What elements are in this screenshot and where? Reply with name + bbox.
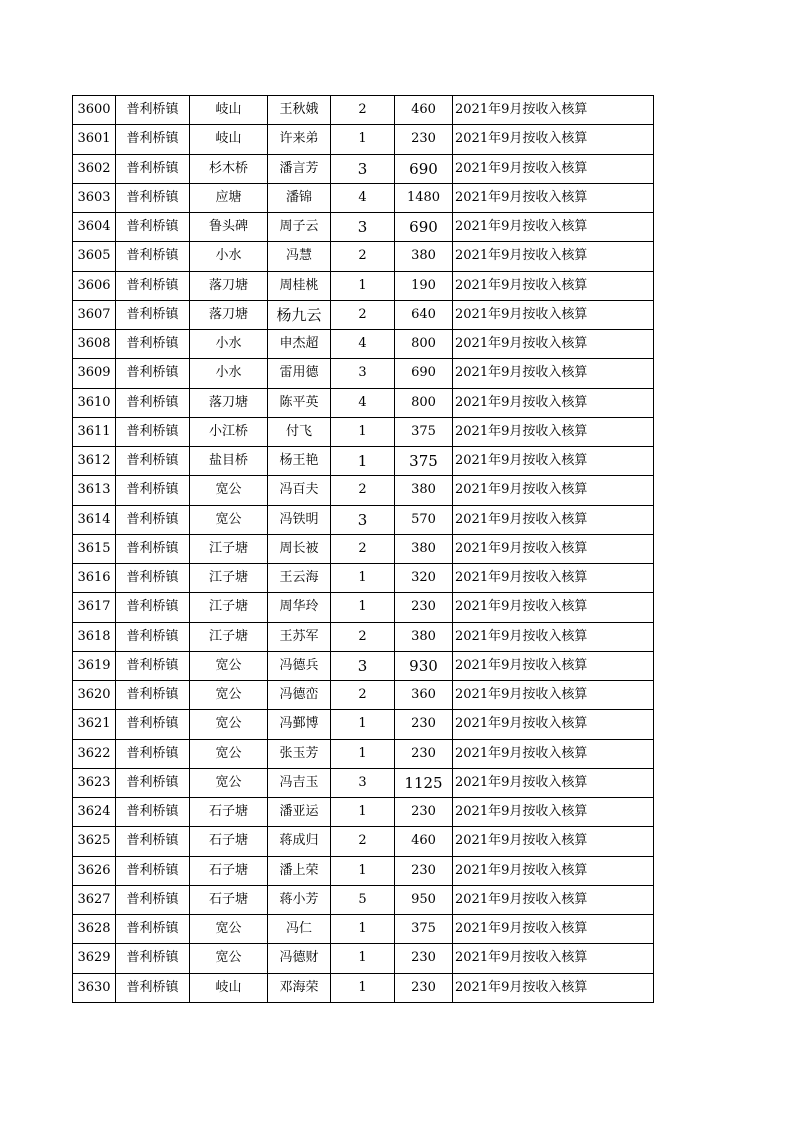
cell-amount: 230 [395, 973, 453, 1002]
cell-town: 普利桥镇 [116, 96, 190, 125]
cell-amount: 380 [395, 534, 453, 563]
cell-id: 3611 [73, 417, 116, 446]
cell-count: 3 [331, 768, 395, 797]
cell-remark: 2021年9月按收入核算 [453, 856, 654, 885]
table-row [73, 183, 654, 212]
cell-count: 3 [331, 505, 395, 534]
cell-amount: 375 [395, 447, 453, 476]
cell-remark: 2021年9月按收入核算 [453, 622, 654, 651]
cell-remark: 2021年9月按收入核算 [453, 739, 654, 768]
cell-amount: 690 [395, 359, 453, 388]
cell-town: 普利桥镇 [116, 534, 190, 563]
cell-count: 2 [331, 476, 395, 505]
cell-count: 4 [331, 330, 395, 359]
cell-remark: 2021年9月按收入核算 [453, 768, 654, 797]
cell-id: 3620 [73, 681, 116, 710]
cell-remark: 2021年9月按收入核算 [453, 534, 654, 563]
cell-amount: 230 [395, 944, 453, 973]
cell-town: 普利桥镇 [116, 681, 190, 710]
cell-id: 3625 [73, 827, 116, 856]
cell-village: 江子塘 [190, 593, 268, 622]
cell-remark: 2021年9月按收入核算 [453, 476, 654, 505]
cell-id: 3607 [73, 300, 116, 329]
cell-town: 普利桥镇 [116, 330, 190, 359]
cell-id: 3622 [73, 739, 116, 768]
cell-count: 1 [331, 798, 395, 827]
cell-amount: 930 [395, 651, 453, 680]
cell-amount: 380 [395, 242, 453, 271]
cell-town: 普利桥镇 [116, 359, 190, 388]
cell-village: 岐山 [190, 96, 268, 125]
cell-name: 周长被 [268, 534, 331, 563]
cell-count: 2 [331, 300, 395, 329]
cell-town: 普利桥镇 [116, 856, 190, 885]
cell-id: 3613 [73, 476, 116, 505]
table-row [73, 534, 654, 563]
cell-village: 宽公 [190, 505, 268, 534]
cell-id: 3614 [73, 505, 116, 534]
cell-town: 普利桥镇 [116, 622, 190, 651]
cell-count: 2 [331, 827, 395, 856]
cell-town: 普利桥镇 [116, 885, 190, 914]
cell-name: 冯慧 [268, 242, 331, 271]
cell-remark: 2021年9月按收入核算 [453, 710, 654, 739]
cell-village: 落刀塘 [190, 388, 268, 417]
cell-count: 2 [331, 96, 395, 125]
cell-name: 付飞 [268, 417, 331, 446]
cell-remark: 2021年9月按收入核算 [453, 242, 654, 271]
cell-count: 2 [331, 681, 395, 710]
cell-count: 3 [331, 651, 395, 680]
cell-village: 岐山 [190, 125, 268, 154]
cell-remark: 2021年9月按收入核算 [453, 915, 654, 944]
cell-village: 石子塘 [190, 798, 268, 827]
cell-name: 许来弟 [268, 125, 331, 154]
cell-name: 冯德财 [268, 944, 331, 973]
table-row [73, 154, 654, 183]
cell-name: 潘上荣 [268, 856, 331, 885]
cell-remark: 2021年9月按收入核算 [453, 885, 654, 914]
cell-town: 普利桥镇 [116, 651, 190, 680]
cell-id: 3621 [73, 710, 116, 739]
cell-count: 3 [331, 359, 395, 388]
cell-id: 3618 [73, 622, 116, 651]
table-row [73, 915, 654, 944]
cell-name: 周华玲 [268, 593, 331, 622]
cell-remark: 2021年9月按收入核算 [453, 359, 654, 388]
table-row [73, 564, 654, 593]
cell-remark: 2021年9月按收入核算 [453, 271, 654, 300]
cell-village: 小水 [190, 242, 268, 271]
cell-count: 3 [331, 213, 395, 242]
cell-remark: 2021年9月按收入核算 [453, 505, 654, 534]
cell-remark: 2021年9月按收入核算 [453, 213, 654, 242]
cell-remark: 2021年9月按收入核算 [453, 330, 654, 359]
cell-remark: 2021年9月按收入核算 [453, 183, 654, 212]
table-row [73, 388, 654, 417]
table-row [73, 856, 654, 885]
table-row [73, 973, 654, 1002]
cell-name: 王云海 [268, 564, 331, 593]
cell-id: 3612 [73, 447, 116, 476]
table-row [73, 300, 654, 329]
table-row [73, 710, 654, 739]
cell-count: 1 [331, 973, 395, 1002]
table-row [73, 681, 654, 710]
cell-town: 普利桥镇 [116, 213, 190, 242]
cell-town: 普利桥镇 [116, 300, 190, 329]
cell-village: 江子塘 [190, 534, 268, 563]
cell-amount: 800 [395, 388, 453, 417]
cell-amount: 320 [395, 564, 453, 593]
cell-name: 陈平英 [268, 388, 331, 417]
cell-count: 4 [331, 183, 395, 212]
cell-remark: 2021年9月按收入核算 [453, 125, 654, 154]
cell-amount: 360 [395, 681, 453, 710]
cell-village: 宽公 [190, 710, 268, 739]
cell-id: 3602 [73, 154, 116, 183]
cell-count: 1 [331, 944, 395, 973]
cell-remark: 2021年9月按收入核算 [453, 154, 654, 183]
cell-amount: 460 [395, 96, 453, 125]
cell-id: 3626 [73, 856, 116, 885]
cell-town: 普利桥镇 [116, 505, 190, 534]
cell-remark: 2021年9月按收入核算 [453, 96, 654, 125]
cell-id: 3617 [73, 593, 116, 622]
cell-id: 3619 [73, 651, 116, 680]
cell-name: 雷用德 [268, 359, 331, 388]
cell-name: 张玉芳 [268, 739, 331, 768]
cell-name: 蒋小芳 [268, 885, 331, 914]
cell-village: 宽公 [190, 476, 268, 505]
cell-amount: 690 [395, 213, 453, 242]
cell-village: 应塘 [190, 183, 268, 212]
cell-id: 3610 [73, 388, 116, 417]
table-row [73, 417, 654, 446]
cell-id: 3630 [73, 973, 116, 1002]
cell-town: 普利桥镇 [116, 125, 190, 154]
cell-remark: 2021年9月按收入核算 [453, 593, 654, 622]
cell-name: 潘言芳 [268, 154, 331, 183]
cell-name: 冯吉玉 [268, 768, 331, 797]
cell-name: 蒋成归 [268, 827, 331, 856]
cell-name: 冯德兵 [268, 651, 331, 680]
cell-count: 1 [331, 915, 395, 944]
cell-town: 普利桥镇 [116, 798, 190, 827]
cell-id: 3603 [73, 183, 116, 212]
cell-town: 普利桥镇 [116, 739, 190, 768]
cell-village: 小水 [190, 330, 268, 359]
cell-name: 冯仁 [268, 915, 331, 944]
cell-id: 3604 [73, 213, 116, 242]
cell-name: 王秋娥 [268, 96, 331, 125]
table-row [73, 505, 654, 534]
cell-village: 宽公 [190, 944, 268, 973]
cell-village: 江子塘 [190, 622, 268, 651]
cell-count: 2 [331, 622, 395, 651]
cell-id: 3601 [73, 125, 116, 154]
table-row [73, 330, 654, 359]
cell-town: 普利桥镇 [116, 417, 190, 446]
cell-count: 1 [331, 125, 395, 154]
cell-id: 3628 [73, 915, 116, 944]
cell-amount: 380 [395, 476, 453, 505]
table-row [73, 271, 654, 300]
table-row [73, 125, 654, 154]
cell-name: 邓海荣 [268, 973, 331, 1002]
cell-id: 3615 [73, 534, 116, 563]
cell-name: 周桂桃 [268, 271, 331, 300]
table-body [73, 96, 654, 1003]
cell-remark: 2021年9月按收入核算 [453, 944, 654, 973]
cell-amount: 460 [395, 827, 453, 856]
cell-amount: 230 [395, 856, 453, 885]
cell-village: 石子塘 [190, 856, 268, 885]
cell-count: 3 [331, 154, 395, 183]
cell-count: 4 [331, 388, 395, 417]
table-row [73, 622, 654, 651]
cell-town: 普利桥镇 [116, 827, 190, 856]
cell-town: 普利桥镇 [116, 915, 190, 944]
cell-id: 3609 [73, 359, 116, 388]
table-row [73, 242, 654, 271]
cell-village: 杉木桥 [190, 154, 268, 183]
cell-id: 3627 [73, 885, 116, 914]
cell-amount: 800 [395, 330, 453, 359]
cell-name: 潘亚运 [268, 798, 331, 827]
cell-count: 2 [331, 534, 395, 563]
cell-id: 3623 [73, 768, 116, 797]
cell-id: 3629 [73, 944, 116, 973]
table-row [73, 885, 654, 914]
cell-amount: 1125 [395, 768, 453, 797]
cell-village: 盐目桥 [190, 447, 268, 476]
cell-amount: 230 [395, 798, 453, 827]
cell-remark: 2021年9月按收入核算 [453, 417, 654, 446]
cell-village: 宽公 [190, 681, 268, 710]
cell-remark: 2021年9月按收入核算 [453, 681, 654, 710]
table-row [73, 651, 654, 680]
cell-village: 宽公 [190, 651, 268, 680]
cell-town: 普利桥镇 [116, 973, 190, 1002]
records-table [72, 95, 654, 1003]
table-row [73, 359, 654, 388]
table-row [73, 96, 654, 125]
table-row [73, 798, 654, 827]
cell-amount: 570 [395, 505, 453, 534]
table-row [73, 213, 654, 242]
cell-id: 3605 [73, 242, 116, 271]
cell-village: 宽公 [190, 915, 268, 944]
cell-village: 鲁头碑 [190, 213, 268, 242]
cell-town: 普利桥镇 [116, 768, 190, 797]
cell-count: 1 [331, 739, 395, 768]
cell-village: 落刀塘 [190, 271, 268, 300]
cell-name: 王苏军 [268, 622, 331, 651]
cell-count: 1 [331, 593, 395, 622]
cell-remark: 2021年9月按收入核算 [453, 388, 654, 417]
cell-amount: 1480 [395, 183, 453, 212]
cell-amount: 230 [395, 593, 453, 622]
cell-village: 宽公 [190, 768, 268, 797]
cell-village: 小江桥 [190, 417, 268, 446]
table-row [73, 944, 654, 973]
cell-amount: 640 [395, 300, 453, 329]
cell-village: 落刀塘 [190, 300, 268, 329]
cell-remark: 2021年9月按收入核算 [453, 564, 654, 593]
cell-village: 岐山 [190, 973, 268, 1002]
cell-name: 杨王艳 [268, 447, 331, 476]
cell-id: 3616 [73, 564, 116, 593]
cell-id: 3608 [73, 330, 116, 359]
table-row [73, 593, 654, 622]
table-row [73, 447, 654, 476]
cell-name: 潘锦 [268, 183, 331, 212]
cell-count: 1 [331, 856, 395, 885]
cell-town: 普利桥镇 [116, 388, 190, 417]
cell-count: 1 [331, 271, 395, 300]
cell-village: 小水 [190, 359, 268, 388]
cell-town: 普利桥镇 [116, 710, 190, 739]
cell-amount: 230 [395, 125, 453, 154]
cell-name: 冯铁明 [268, 505, 331, 534]
cell-town: 普利桥镇 [116, 242, 190, 271]
cell-remark: 2021年9月按收入核算 [453, 798, 654, 827]
cell-town: 普利桥镇 [116, 447, 190, 476]
cell-town: 普利桥镇 [116, 271, 190, 300]
cell-id: 3624 [73, 798, 116, 827]
cell-town: 普利桥镇 [116, 564, 190, 593]
cell-village: 江子塘 [190, 564, 268, 593]
cell-amount: 950 [395, 885, 453, 914]
cell-count: 2 [331, 242, 395, 271]
cell-amount: 380 [395, 622, 453, 651]
cell-village: 宽公 [190, 739, 268, 768]
cell-name: 周子云 [268, 213, 331, 242]
cell-count: 1 [331, 417, 395, 446]
cell-amount: 190 [395, 271, 453, 300]
cell-name: 杨九云 [268, 300, 331, 329]
cell-count: 1 [331, 447, 395, 476]
table-row [73, 768, 654, 797]
table-row [73, 827, 654, 856]
cell-remark: 2021年9月按收入核算 [453, 447, 654, 476]
cell-count: 1 [331, 710, 395, 739]
cell-name: 冯鄞博 [268, 710, 331, 739]
cell-town: 普利桥镇 [116, 154, 190, 183]
cell-count: 5 [331, 885, 395, 914]
cell-amount: 690 [395, 154, 453, 183]
cell-amount: 375 [395, 417, 453, 446]
cell-town: 普利桥镇 [116, 183, 190, 212]
cell-id: 3606 [73, 271, 116, 300]
table-row [73, 476, 654, 505]
cell-id: 3600 [73, 96, 116, 125]
cell-amount: 375 [395, 915, 453, 944]
cell-remark: 2021年9月按收入核算 [453, 973, 654, 1002]
cell-village: 石子塘 [190, 827, 268, 856]
cell-name: 冯德峦 [268, 681, 331, 710]
table-row [73, 739, 654, 768]
cell-count: 1 [331, 564, 395, 593]
cell-amount: 230 [395, 739, 453, 768]
cell-town: 普利桥镇 [116, 944, 190, 973]
cell-name: 冯百夫 [268, 476, 331, 505]
cell-town: 普利桥镇 [116, 476, 190, 505]
cell-village: 石子塘 [190, 885, 268, 914]
cell-remark: 2021年9月按收入核算 [453, 651, 654, 680]
cell-amount: 230 [395, 710, 453, 739]
cell-remark: 2021年9月按收入核算 [453, 827, 654, 856]
cell-town: 普利桥镇 [116, 593, 190, 622]
cell-name: 申杰超 [268, 330, 331, 359]
cell-remark: 2021年9月按收入核算 [453, 300, 654, 329]
